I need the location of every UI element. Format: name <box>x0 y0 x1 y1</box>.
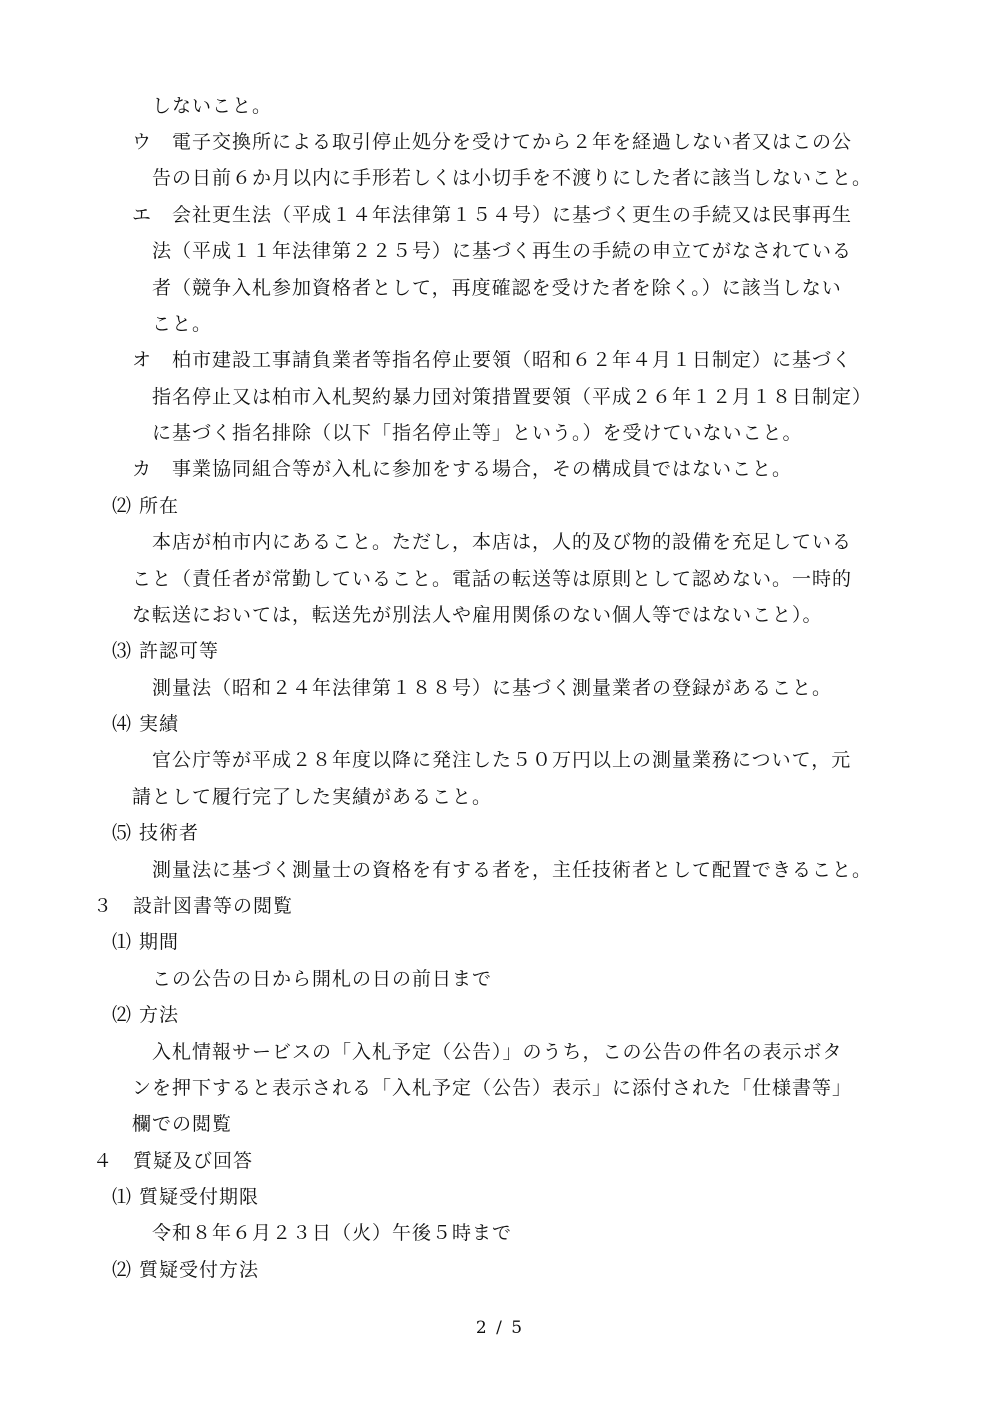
method-line-1: 入札情報サービスの「入札予定（公告）」のうち，この公告の件名の表示ボタ <box>152 1041 843 1063</box>
subheading-method: ⑵ 方法 <box>112 1004 180 1026</box>
subheading-question-method: ⑵ 質疑受付方法 <box>112 1259 260 1281</box>
text-line-1: しないこと。 <box>152 95 273 117</box>
section-heading-record: ⑷ 実績 <box>112 713 180 735</box>
section-heading-permits: ⑶ 許認可等 <box>112 640 220 662</box>
location-line-1: 本店が柏市内にあること。ただし，本店は，人的及び物的設備を充足している <box>152 531 853 553</box>
location-line-2: こと（責任者が常勤していること。電話の転送等は原則として認めない。一時的 <box>132 568 853 590</box>
period-line-1: この公告の日から開札の日の前日まで <box>152 968 493 990</box>
section-heading-location: ⑵ 所在 <box>112 495 180 517</box>
section-heading-3: ３ 設計図書等の閲覧 <box>93 895 294 917</box>
section-heading-engineer: ⑸ 技術者 <box>112 822 200 844</box>
page-number: 2 / 5 <box>475 1318 525 1338</box>
item-u-line-1: ウ 電子交換所による取引停止処分を受けてから２年を経過しない者又はこの公 <box>132 131 853 153</box>
record-line-2: 請として履行完了した実績があること。 <box>132 786 493 808</box>
item-e-line-1: エ 会社更生法（平成１４年法律第１５４号）に基づく更生の手続又は民事再生 <box>132 204 853 226</box>
subheading-period: ⑴ 期間 <box>112 931 180 953</box>
item-e-line-2: 法（平成１１年法律第２２５号）に基づく再生の手続の申立てがなされている <box>152 240 853 262</box>
location-line-3: な転送においては，転送先が別法人や雇用関係のない個人等ではないこと）。 <box>132 604 823 626</box>
item-o-line-2: 指名停止又は柏市入札契約暴力団対策措置要領（平成２６年１２月１８日制定） <box>152 386 873 408</box>
question-deadline-line-1: 令和８年６月２３日（火）午後５時まで <box>152 1222 513 1244</box>
item-o-line-3: に基づく指名排除（以下「指名停止等」という。）を受けていないこと。 <box>152 422 803 444</box>
record-line-1: 官公庁等が平成２８年度以降に発注した５０万円以上の測量業務について，元 <box>152 749 852 771</box>
section-heading-4: ４ 質疑及び回答 <box>93 1150 254 1172</box>
engineer-line-1: 測量法に基づく測量士の資格を有する者を，主任技術者として配置できること。 <box>152 859 873 881</box>
item-e-line-3: 者（競争入札参加資格者として，再度確認を受けた者を除く。）に該当しない <box>152 277 842 299</box>
method-line-3: 欄での閲覧 <box>132 1113 233 1135</box>
item-ka-line-1: カ 事業協同組合等が入札に参加をする場合，その構成員ではないこと。 <box>132 458 793 480</box>
method-line-2: ンを押下すると表示される「入札予定（公告）表示」に添付された「仕様書等」 <box>132 1077 853 1099</box>
item-u-line-2: 告の日前６か月以内に手形若しくは小切手を不渡りにした者に該当しないこと。 <box>152 167 873 189</box>
item-e-line-4: こと。 <box>152 313 213 335</box>
permits-line-1: 測量法（昭和２４年法律第１８８号）に基づく測量業者の登録があること。 <box>152 677 833 699</box>
item-o-line-1: オ 柏市建設工事請負業者等指名停止要領（昭和６２年４月１日制定）に基づく <box>132 349 853 371</box>
subheading-question-deadline: ⑴ 質疑受付期限 <box>112 1186 260 1208</box>
